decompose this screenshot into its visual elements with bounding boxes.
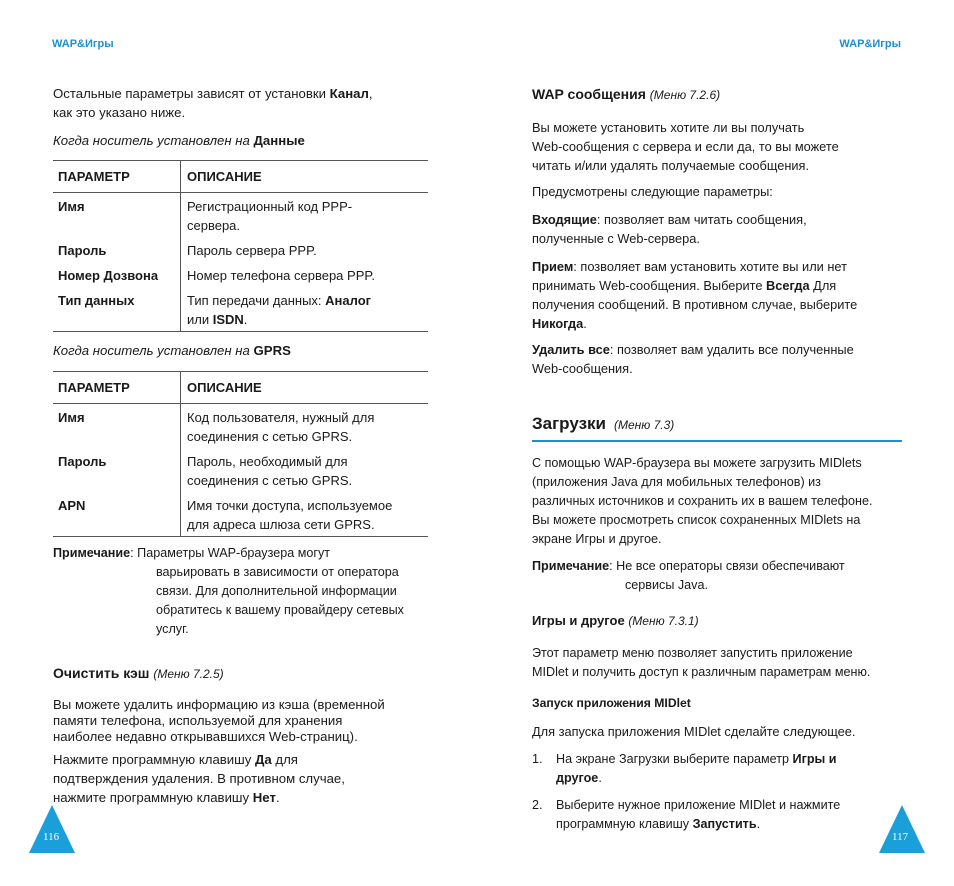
text-line: Web-сообщения с сервера и если да, то вы можете [532, 139, 839, 154]
table-row [53, 448, 428, 492]
text-line: С помощью WAP-браузера вы можете загрузить MIDlets [532, 456, 862, 470]
wap-paragraph-1 [532, 118, 902, 175]
menu-option: другое [556, 771, 599, 785]
note-line: связи. Для дополнительной информации [156, 584, 397, 598]
desc-line: Регистрационный код PPP- [187, 199, 353, 214]
desc-line: Пароль, необходимый для [187, 454, 348, 469]
section-title-clear-cache [53, 664, 428, 684]
text-line: читать и/или удалять получаемые сообщения. [532, 158, 810, 173]
text-line: Выберите нужное приложение MIDlet и нажмите [556, 798, 841, 812]
text: программную клавишу [556, 817, 693, 831]
note-left [53, 544, 428, 639]
text: : позволяет вам удалить все полученные [609, 342, 854, 357]
key-no: Нет [252, 790, 276, 805]
menu-ref: (Меню 7.3) [614, 418, 675, 432]
menu-ref: (Меню 7.2.5) [153, 667, 224, 681]
subsection-title-text: Игры и другое [532, 613, 625, 628]
param-desc [181, 448, 429, 492]
text-line: Вы можете просмотреть список сохраненных MIDlets на [532, 513, 861, 527]
text: На экране Загрузки выберите параметр [556, 752, 793, 766]
table-row [53, 193, 428, 238]
delete-all-description [532, 340, 902, 378]
desc-line: соединения с сетью GPRS. [187, 473, 353, 488]
desc-bold: ISDN [212, 312, 244, 327]
downloads-paragraph [532, 454, 902, 549]
text: . [598, 771, 602, 785]
text-line: наиболее недавно открывавшихся Web-страниц). [53, 729, 358, 744]
desc-text: или [187, 312, 213, 327]
intro-comma: , [368, 86, 373, 101]
text-line: получения сообщений. В противном случае, выберите [532, 297, 858, 312]
section-title-text: WAP сообщения [532, 86, 646, 102]
key-launch: Запустить [692, 817, 757, 831]
table-header-param: ПАРАМЕТР [53, 372, 181, 404]
desc-bold: Аналог [325, 293, 372, 308]
list-item [532, 750, 902, 788]
text: для [271, 752, 298, 767]
term-inbox: Входящие [532, 212, 597, 227]
menu-ref: (Меню 7.3.1) [628, 614, 699, 628]
page-number-triangle-left [29, 805, 75, 853]
text: : позволяет вам установить хотите вы или нет [573, 259, 847, 274]
section-title-wap-messages [532, 85, 902, 105]
step-number: 1. [532, 752, 543, 766]
param-name: Имя [58, 199, 85, 214]
param-name: APN [53, 492, 181, 537]
table-row [53, 262, 428, 287]
text: нажмите программную клавишу [53, 790, 253, 805]
text: . [583, 316, 587, 331]
text-line: подтверждения удаления. В противном случае, [53, 771, 345, 786]
text-line: Вы можете удалить информацию из кэша (временной [53, 697, 385, 712]
note-line: обратитесь к вашему провайдеру сетевых [156, 603, 404, 617]
param-name: Пароль [58, 243, 107, 258]
menu-option: Игры и [792, 752, 837, 766]
text-line: различных источников и сохранить их в вашем телефоне. [532, 494, 873, 508]
condition-data [53, 131, 428, 150]
table-row [53, 287, 428, 332]
intro-line2: как это указано ниже. [53, 105, 186, 120]
param-name: Тип данных [53, 287, 181, 332]
text: : позволяет вам читать сообщения, [596, 212, 807, 227]
section-rule [532, 440, 902, 442]
param-desc [181, 193, 429, 238]
param-desc [181, 287, 429, 332]
note-line: услуг. [156, 622, 189, 636]
condition-data-text: Когда носитель установлен на [53, 133, 254, 148]
table-header-desc: ОПИСАНИЕ [181, 161, 429, 193]
table-header-desc: ОПИСАНИЕ [181, 372, 429, 404]
condition-data-bold: Данные [253, 133, 305, 148]
desc-line: для адреса шлюза сети GPRS. [187, 517, 375, 532]
param-desc [181, 404, 429, 449]
text-line: памяти телефона, используемой для хранения [53, 713, 343, 728]
subsection-title-launch: Запуск приложения MIDlet [532, 696, 691, 710]
intro-paragraph [53, 84, 428, 122]
cache-paragraph-2 [53, 750, 428, 807]
page-number-right: 117 [892, 831, 909, 843]
page-number-triangle-right [879, 805, 925, 853]
text: . [275, 790, 280, 805]
key-yes: Да [255, 752, 272, 767]
desc-line: сервера. [187, 218, 241, 233]
games-paragraph [532, 644, 902, 682]
list-item [532, 796, 902, 834]
running-header-right: WAP&Игры [839, 38, 901, 50]
table-row [53, 492, 428, 537]
condition-gprs-text: Когда носитель установлен на [53, 343, 254, 358]
text-line: полученные с Web-сервера. [532, 231, 700, 246]
condition-gprs [53, 341, 428, 360]
desc-line: соединения с сетью GPRS. [187, 429, 353, 444]
table-row [53, 404, 428, 449]
option-never: Никогда [532, 316, 584, 331]
launch-paragraph: Для запуска приложения MIDlet сделайте следующее. [532, 724, 856, 739]
param-desc [181, 492, 429, 537]
step-number: 2. [532, 798, 543, 812]
section-title-text: Очистить кэш [53, 665, 150, 681]
param-name: Пароль [58, 454, 107, 469]
text-line: экране Игры и другое. [532, 532, 662, 546]
note-label: Примечание [532, 559, 610, 573]
subsection-title-games [532, 611, 902, 631]
note-line: варьировать в зависимости от оператора [156, 565, 399, 579]
params-table-data [53, 160, 428, 332]
intro-bold: Канал [329, 86, 369, 101]
text: . [756, 817, 761, 831]
note-line: : Параметры WAP-браузера могут [130, 546, 331, 560]
text-line: MIDlet и получить доступ к различным параметрам меню. [532, 665, 871, 679]
text: Нажмите программную клавишу [53, 752, 256, 767]
note-right [532, 557, 902, 595]
desc-period: . [243, 312, 248, 327]
menu-ref: (Меню 7.2.6) [649, 88, 721, 102]
inbox-description [532, 210, 902, 248]
param-desc: Пароль сервера PPP. [181, 237, 429, 262]
table-header-param: ПАРАМЕТР [53, 161, 181, 193]
section-title-text: Загрузки [532, 414, 606, 433]
table-row [53, 237, 428, 262]
cache-paragraph-1 [53, 697, 428, 745]
desc-text: Тип передачи данных: [187, 293, 326, 308]
text-line: (приложения Java для мобильных телефонов) из [532, 475, 821, 489]
note-label: Примечание [53, 546, 131, 560]
term-delete-all: Удалить все [532, 342, 610, 357]
text: Для [809, 278, 837, 293]
condition-gprs-bold: GPRS [253, 343, 291, 358]
section-title-downloads [532, 414, 902, 435]
param-desc: Номер телефона сервера PPP. [181, 262, 429, 287]
intro-text: Остальные параметры зависят от установки [53, 86, 330, 101]
text-line: Вы можете установить хотите ли вы получать [532, 120, 805, 135]
steps-list [532, 750, 902, 842]
page-number-left: 116 [43, 831, 60, 843]
running-header-left: WAP&Игры [52, 38, 114, 50]
param-name: Имя [58, 410, 85, 425]
params-table-gprs [53, 371, 428, 537]
receive-description [532, 257, 902, 333]
text-line: Этот параметр меню позволяет запустить приложение [532, 646, 853, 660]
option-always: Всегда [766, 278, 810, 293]
note-line: сервисы Java. [625, 578, 708, 592]
text-line: Web-сообщения. [532, 361, 633, 376]
term-receive: Прием [532, 259, 574, 274]
note-line: : Не все операторы связи обеспечивают [609, 559, 845, 573]
desc-line: Имя точки доступа, используемое [187, 498, 393, 513]
text: принимать Web-сообщения. Выберите [532, 278, 767, 293]
param-name: Номер Дозвона [58, 268, 159, 283]
wap-paragraph-2: Предусмотрены следующие параметры: [532, 184, 773, 199]
desc-line: Код пользователя, нужный для [187, 410, 375, 425]
